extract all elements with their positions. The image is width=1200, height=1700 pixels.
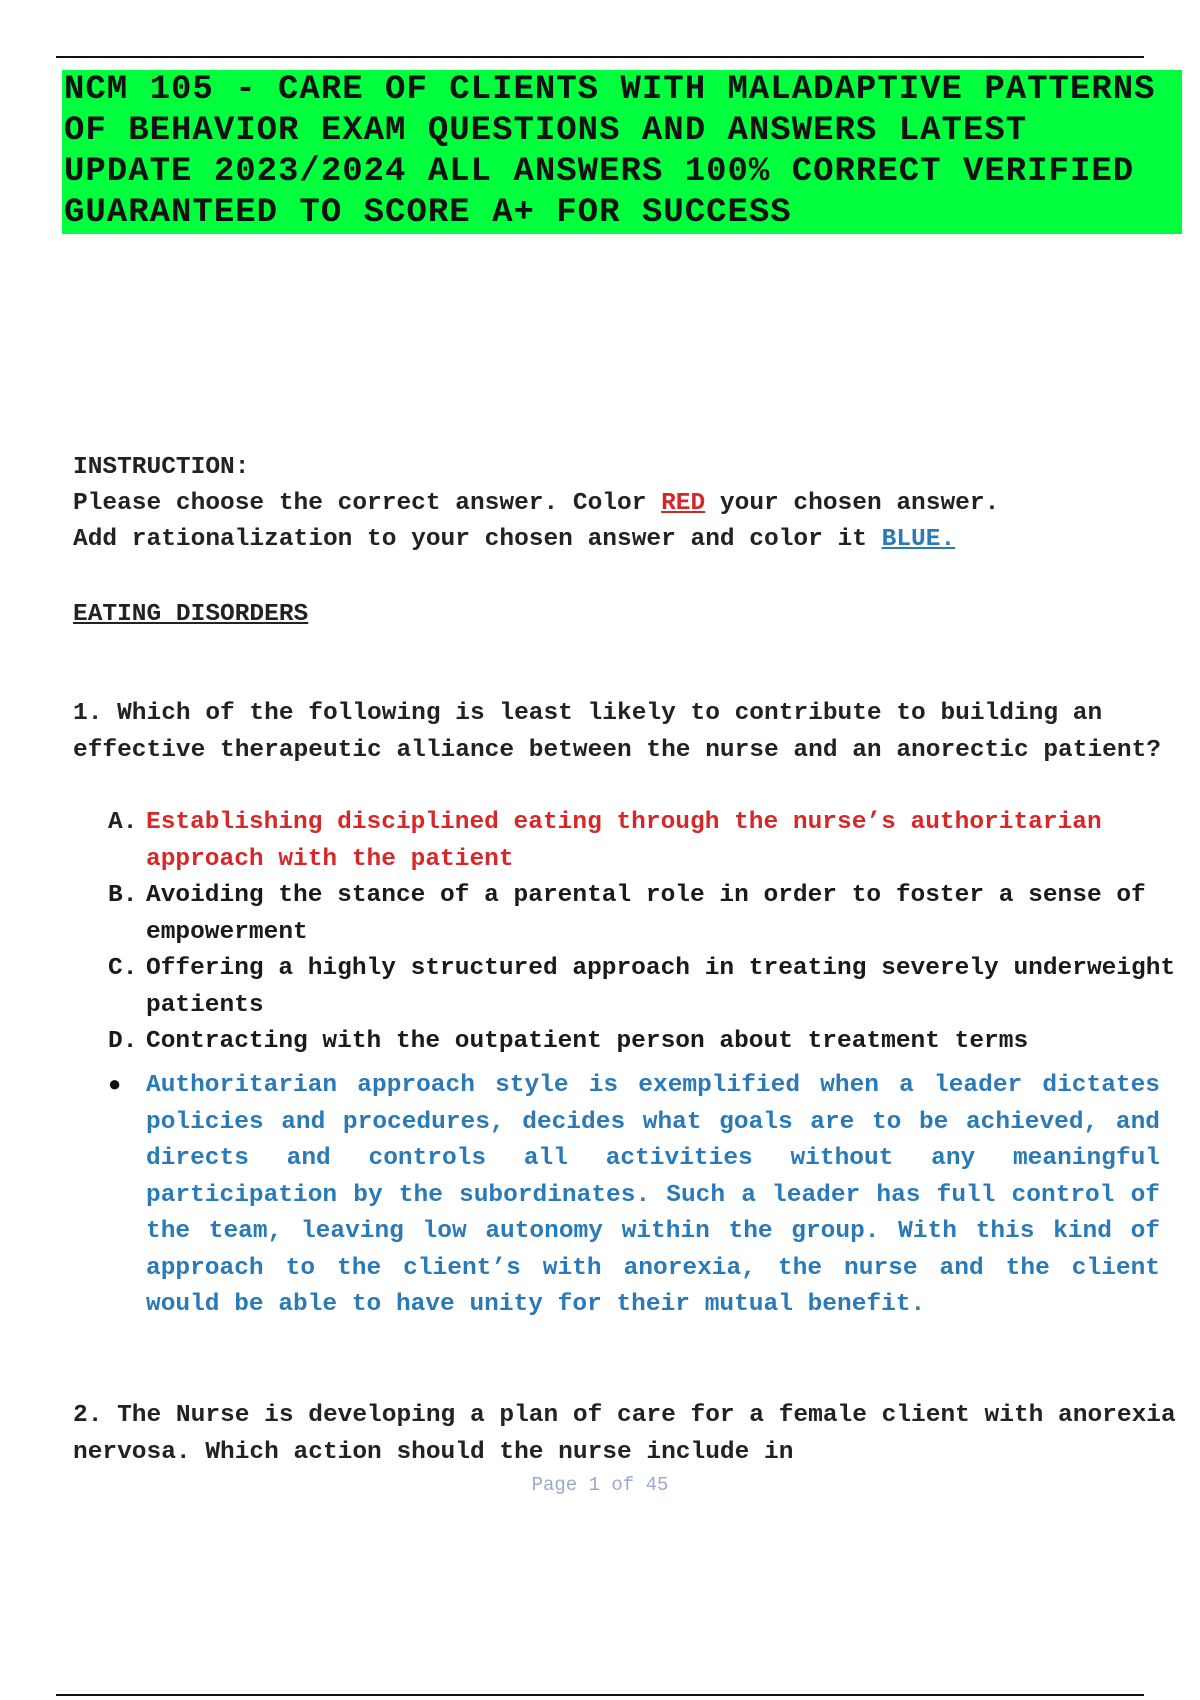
question-2-text: 2. The Nurse is developing a plan of care for a female client with anorexia nervosa. Which action should the nurse include in xyxy=(73,1402,1176,1466)
option-a-text: Establishing disciplined eating through the nurse’s authoritarian approach with the patient xyxy=(146,809,1102,873)
instruction-blue-word: BLUE. xyxy=(881,526,956,553)
instruction-line1-pre: Please choose the correct answer. Color xyxy=(73,490,662,517)
instruction-line2-pre: Add rationalization to your chosen answer and color it xyxy=(73,526,882,553)
title-line-3: UPDATE 2023/2024 ALL ANSWERS 100% CORRECT VERIFIED xyxy=(62,152,1182,193)
rationale-text: Authoritarian approach style is exemplified when a leader dictates policies and procedures, decides what goals are to be achieved, and directs and controls all activities without any meaningful participation by the subordinates. Such a leader has full control of the team, leaving low autonomy within the group. With this kind of approach to the client’s with anorexia, the nurse and the client would be able to have unity for their mutual benefit. xyxy=(146,1072,1160,1318)
option-d-text: Contracting with the outpatient person about treatment terms xyxy=(146,1028,1029,1055)
option-b xyxy=(108,878,1188,951)
bullet-icon: ● xyxy=(108,1073,122,1098)
title-line-2: OF BEHAVIOR EXAM QUESTIONS AND ANSWERS LATEST xyxy=(62,111,1182,152)
option-c-text: Offering a highly structured approach in treating severely underweight patients xyxy=(146,955,1176,1019)
option-b-letter: B. xyxy=(108,882,138,909)
question-1-rationale xyxy=(108,1068,1160,1324)
option-d xyxy=(108,1024,1188,1061)
title-line-1: NCM 105 - CARE OF CLIENTS WITH MALADAPTIVE PATTERNS xyxy=(62,70,1182,111)
option-a-letter: A. xyxy=(108,809,138,836)
instruction-body xyxy=(73,486,1183,558)
question-1-text: 1. Which of the following is least likely to contribute to building an effective therapeutic alliance between the nurse and an anorectic patient? xyxy=(73,700,1161,764)
page-number: Page 1 of 45 xyxy=(531,1474,669,1496)
instruction-line1-post: your chosen answer. xyxy=(705,490,1000,517)
instruction-heading: INSTRUCTION: xyxy=(73,454,250,481)
option-c xyxy=(108,951,1188,1024)
option-a xyxy=(108,805,1188,878)
title-line-4: GUARANTEED TO SCORE A+ FOR SUCCESS xyxy=(62,193,1182,234)
section-title: EATING DISORDERS xyxy=(73,601,309,628)
option-d-letter: D. xyxy=(108,1028,138,1055)
top-rule xyxy=(56,56,1144,58)
instruction-red-word: RED xyxy=(661,490,706,517)
option-b-text: Avoiding the stance of a parental role in order to foster a sense of empowerment xyxy=(146,882,1146,946)
question-1-options xyxy=(108,805,1188,1061)
bottom-rule xyxy=(56,1694,1144,1696)
document-title xyxy=(62,70,1182,234)
option-c-letter: C. xyxy=(108,955,138,982)
